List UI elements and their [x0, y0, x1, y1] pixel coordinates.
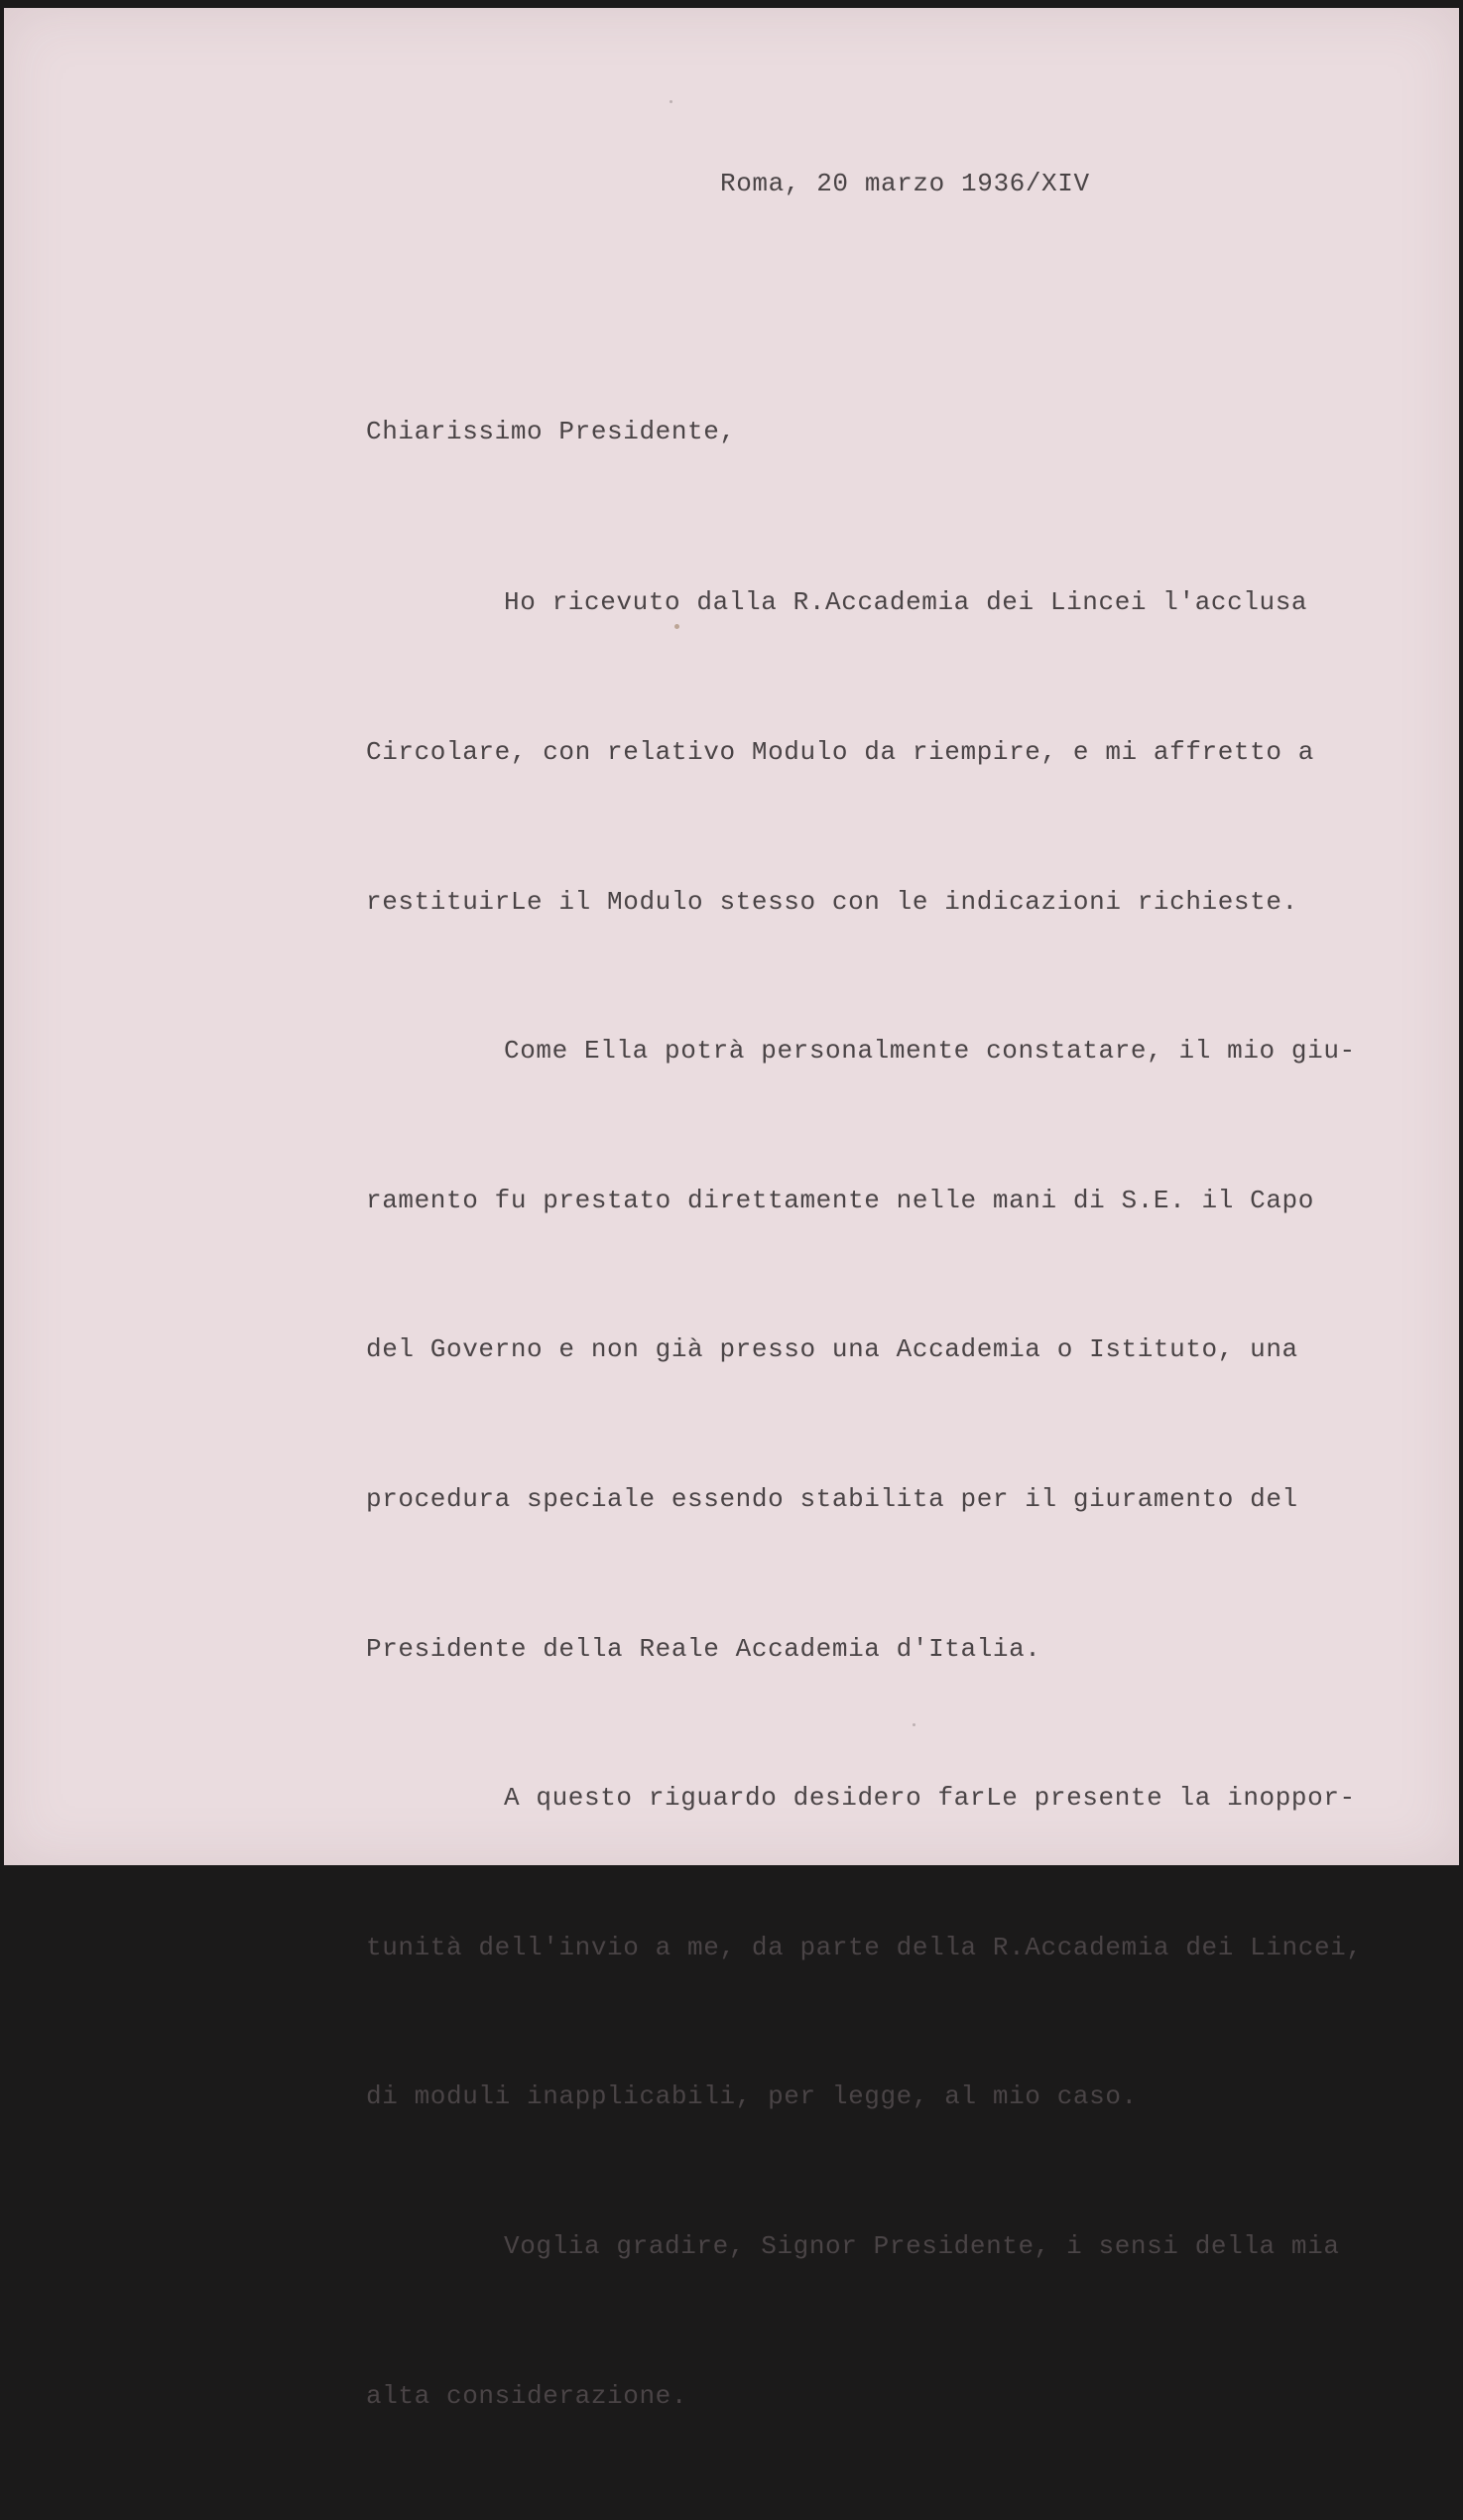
body-line: Circolare, con relativo Modulo da riempire, e mi affretto a: [366, 737, 1314, 767]
letter-page: [4, 8, 1459, 2411]
body-line: restituirLe il Modulo stesso con le indicazioni richieste.: [366, 886, 1298, 917]
body-line: alta considerazione.: [366, 2380, 688, 2411]
body-line: Presidente della Reale Accademia d'Italia.: [366, 1633, 1041, 1664]
ink-speck: [670, 100, 672, 103]
body-line: Ho ricevuto dalla R.Accademia dei Lincei l'acclusa: [504, 587, 1308, 618]
body-line: Come Ella potrà personalmente constatare, il mio giu-: [504, 1036, 1356, 1067]
body-line: A questo riguardo desidero farLe presente la inoppor-: [504, 1783, 1356, 1814]
body-line: procedura speciale essendo stabilita per il giuramento del: [366, 1483, 1298, 1514]
date-line: Roma, 20 marzo 1936/XIV: [720, 169, 1090, 198]
salutation: Chiarissimo Presidente,: [366, 417, 736, 446]
recipient-address: [202, 1865, 234, 1928]
letter-body: [366, 478, 1363, 2520]
body-line: tunità dell'invio a me, da parte della R.Accademia dei Lincei,: [366, 1932, 1363, 1962]
ink-speck: [674, 624, 679, 629]
ink-speck: [913, 1723, 915, 1726]
body-line: del Governo e non già presso una Accademia o Istituto, una: [366, 1334, 1298, 1365]
body-line: di moduli inapplicabili, per legge, al mio caso.: [366, 2081, 1138, 2112]
body-line: Voglia gradire, Signor Presidente, i sensi della mia: [504, 2230, 1340, 2261]
body-line: ramento fu prestato direttamente nelle mani di S.E. il Capo: [366, 1185, 1314, 1215]
